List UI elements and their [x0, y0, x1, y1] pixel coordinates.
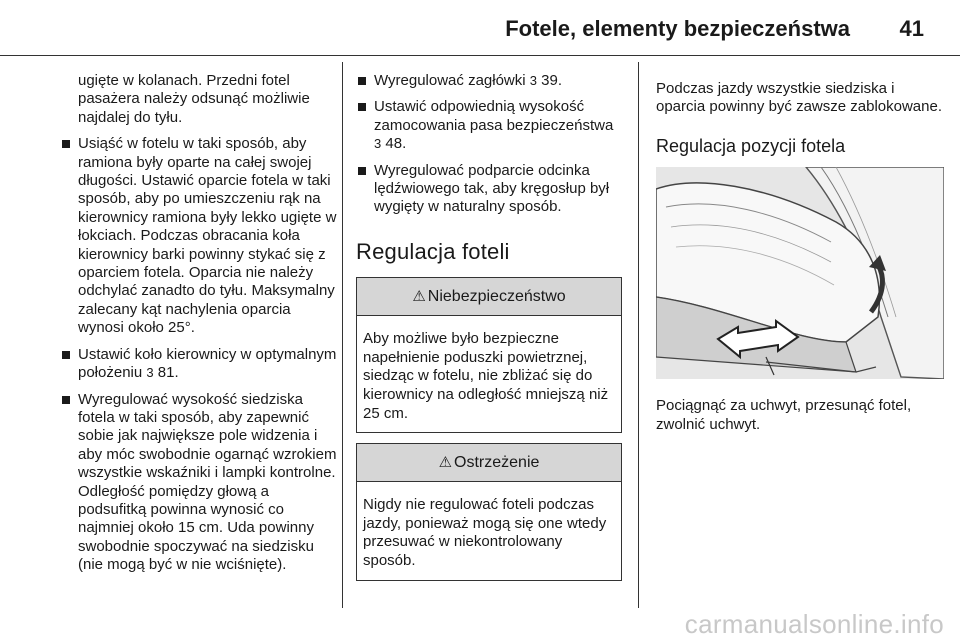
- column-2: [356, 64, 622, 581]
- col3-intro: Podczas jazdy wszystkie siedziska i oparcia powinny być zawsze zablokowane.: [656, 80, 942, 116]
- section-title: Regulacja foteli: [356, 238, 510, 264]
- warning-triangle-icon: ⚠: [438, 454, 453, 472]
- list-item: [356, 98, 622, 153]
- list-item: [356, 162, 622, 217]
- col2-bullet-2: Ustawić odpowiednią wysokość zamocowania pasa bezpieczeństwa: [374, 98, 614, 134]
- danger-notice: [356, 277, 622, 433]
- subsection-title: Regulacja pozycji fotela: [656, 135, 846, 156]
- column-divider-1: [342, 62, 343, 608]
- danger-notice-header: [357, 278, 621, 316]
- seat-adjustment-illustration: [656, 167, 944, 379]
- page-number: 41: [899, 16, 924, 41]
- col1-bullet-3: Wyregulować wysokość siedziska fotela w taki sposób, aby zapewnić sobie jak największe pole widzenia i aby móc swobodnie ogarnąć wzrokiem wszystkie wskaźniki i lampki kontrolne. Odległość pomiędzy głową a podsufitką powinna wynosić co najmniej około 15 cm. Uda powinny swobodnie spoczywać na siedzisku (nie mogą być w nie wciśnięte).: [78, 390, 337, 574]
- warning-notice-title: Ostrzeżenie: [454, 454, 540, 472]
- list-item: [60, 346, 338, 383]
- page-title: Fotele, elementy bezpieczeństwa: [505, 16, 850, 41]
- list-item: [60, 391, 338, 575]
- col2-bullet-1: Wyregulować zagłówki: [374, 72, 526, 89]
- danger-notice-body: Aby możliwe było bezpieczne napełnienie poduszki powietrznej, siedząc w fotelu, nie zbliżać się do kierownicy na odległość mniejszą niż 25 cm.: [363, 330, 609, 422]
- warning-notice-header: [357, 444, 621, 482]
- header-divider: [0, 55, 960, 56]
- column-1: [60, 72, 338, 575]
- col1-bullet-1: Usiąść w fotelu w taki sposób, aby ramiona były oparte na całej swojej długości. Ustawić oparcie fotela w taki sposób, aby po umieszczeniu rąk na kierownicy ramiona były lekko ugięte w łokciach. Podczas obracania koła kierownicy barki powinny stykać się z oparciem fotela. Oparcia nie należy odchylać zanadto do tyłu. Maksymalny zalecany kąt nachylenia oparcia wynosi około 25°.: [78, 135, 337, 337]
- danger-notice-title: Niebezpieczeństwo: [427, 288, 566, 306]
- cross-ref-page: 81.: [157, 364, 179, 382]
- page-header: [0, 0, 960, 54]
- col1-bullet-2: Ustawić koło kierownicy w optymalnym położeniu: [78, 345, 337, 382]
- illustration-caption: Pociągnąć za uchwyt, przesunąć fotel, zwolnić uchwyt.: [656, 397, 912, 433]
- col2-bullet-list: [356, 72, 622, 217]
- cross-ref-icon: 3: [529, 73, 537, 88]
- cross-ref-page: 48.: [385, 135, 407, 153]
- seat-illustration-svg: [656, 167, 944, 379]
- list-item: [60, 135, 338, 337]
- cross-ref-icon: 3: [146, 365, 154, 381]
- warning-triangle-icon: ⚠: [412, 288, 426, 306]
- watermark: carmanualsonline.info: [684, 609, 944, 639]
- cross-ref-icon: 3: [374, 136, 382, 152]
- cross-ref-page: 39.: [541, 72, 563, 89]
- col1-intro: ugięte w kolanach. Przedni fotel pasażera należy odsunąć możliwie najdalej do tyłu.: [78, 72, 310, 126]
- column-divider-2: [638, 62, 639, 608]
- warning-notice-body: Nigdy nie regulować foteli podczas jazdy, ponieważ mogą się one wtedy przesuwać w niekontrolowany sposób.: [363, 496, 607, 569]
- column-3: [656, 80, 946, 434]
- col1-bullet-list: [60, 135, 338, 574]
- list-item: [356, 72, 622, 90]
- col2-bullet-3: Wyregulować podparcie odcinka lędźwiowego tak, aby kręgosłup był wygięty w naturalny sposób.: [374, 161, 610, 216]
- warning-notice: [356, 443, 622, 580]
